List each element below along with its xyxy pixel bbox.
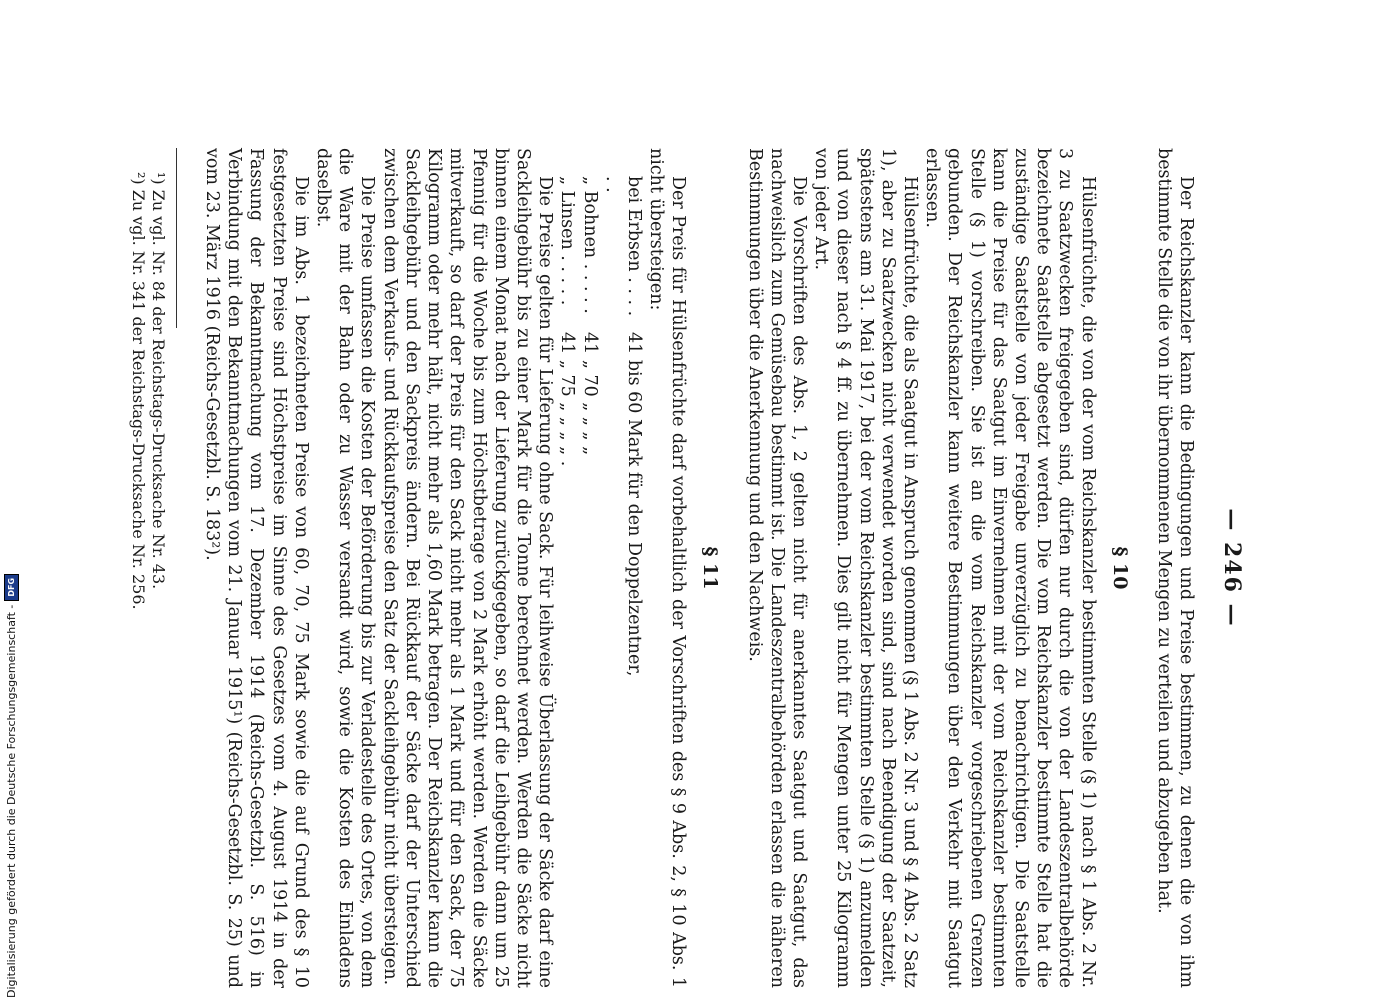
- section-11-paragraph-1: Der Preis für Hülsenfrüchte darf vorbehaltlich der Vorschriften des § 9 Abs. 2, § 10 Abs. 1 nicht übersteigen:: [646, 148, 689, 988]
- price-list-item: [578, 176, 600, 988]
- price-list-value: 41 „ 75 „ „ „ „ .: [557, 332, 578, 467]
- section-10-paragraph-3: Die Vorschriften des Abs. 1, 2 gelten nicht für anerkanntes Saatgut und Saatgut, das nachweislich zum Gemüsebau bestimmt ist. Die Landeszentralbehörden erlassen die näheren Bestimmungen über die Anerkennung und den Nachweis.: [744, 148, 809, 988]
- document-page: [128, 148, 1245, 988]
- page-number: — 246 —: [1219, 508, 1245, 628]
- section-10-paragraph-1: Hülsenfrüchte, die von der vom Reichskanzler bestimmten Stelle (§ 1) nach § 1 Abs. 2 Nr. 3 zu Saatzwecken freigegeben sind, dürfen nur durch die von der Landeszentralbehörde bezeichnete Saatstelle abgesetzt werden. Die vom Reichskanzler bestimmte Stelle hat die zuständige Saatstelle von jeder Freigabe unverzüglich zu benachrichtigen. Die Saatstelle kann die Preise für das Saatgut im Einvernehmen mit der vom Reichskanzler bestimmten Stelle (§ 1) vorschreiben. Sie ist an die vom Reichskanzler vorgeschriebenen Grenzen gebunden. Der Reichskanzler kann weitere Bestimmungen über den Verkehr mit Saatgut erlassen.: [922, 148, 1098, 988]
- section-11-paragraph-2: Die Preise gelten für Lieferung ohne Sack. Für leihweise Überlassung der Säcke darf eine Sackleihgebühr bis zu einer Mark für die Tonne berechnet werden. Werden die Säcke nicht binnen einem Monat nach der Lieferung zurückgegeben, so darf die Leihgebühr dann um 25 Pfennig für die Woche bis zum Höchstbetrage von 2 Mark erhöht werden. Werden die Säcke mitverkauft, so darf der Preis für den Sack nicht mehr als 1 Mark und für den Sack, der 75 Kilogramm oder mehr hält, nicht mehr als 1,60 Mark betragen. Der Reichskanzler kann die Sackleihgebühr und den Sackpreis ändern. Bei Rückkauf der Säcke darf der Unterschied zwischen dem Verkaufs- und Rückkaufspreise den Satz der Sackleihgebühr nicht übersteigen.: [379, 148, 556, 988]
- price-list-label: „ Linsen . . . . .: [557, 176, 578, 306]
- section-10-paragraph-2: Hülsenfrüchte, die als Saatgut in Anspruch genommen (§ 1 Abs. 2 Nr. 3 und § 4 Abs. 2 Satz 1), aber zu Saatzwecken nicht verwendet worden sind, sind nach Beendigung der Saatzeit, spätestens am 31. Mai 1917, bei der vom Reichskanzler bestimmten Stelle (§ 1) anzumelden und von dieser nach § 4 ff. zu übernehmen. Dies gilt nicht für Mengen unter 25 Kilogramm von jeder Art.: [811, 148, 920, 988]
- section-10-heading: § 10: [1108, 546, 1131, 590]
- price-list-item: [601, 176, 645, 988]
- dfg-logo-icon: DFG: [4, 574, 19, 601]
- footnote: ²) Zu vgl. Nr. 341 der Reichstags-Drucksache Nr. 256.: [128, 172, 148, 610]
- digitization-credit: [4, 577, 19, 998]
- price-list-item: [556, 176, 578, 988]
- price-list: [556, 176, 645, 988]
- section-11-paragraph-4: Die im Abs. 1 bezeichneten Preise von 60, 70, 75 Mark sowie die auf Grund des § 10 festgesetzten Preise sind Höchstpreise im Sinne des Gesetzes vom 4. August 1914 in der Fassung der Bekanntmachung vom 17. Dezember 1914 (Reichs-Gesetzbl. S. 516) in Verbindung mit den Bekanntmachungen vom 21. Januar 1915¹) (Reichs-Gesetzbl. S. 25) und vom 23. März 1916 (Reichs-Gesetzbl. S. 183²).: [202, 148, 311, 988]
- price-list-label: bei Erbsen . . . . . .: [601, 176, 644, 317]
- price-list-label: „ Bohnen . . . . .: [579, 176, 600, 314]
- price-list-value: 41 bis 60 Mark für den Doppelzentner,: [623, 332, 644, 677]
- footnote: ¹) Zu vgl. Nr. 84 der Reichstags-Drucksache Nr. 43.: [148, 172, 168, 590]
- intro-paragraph: Der Reichskanzler kann die Bedingungen und Preise bestimmen, zu denen die von ihm bestimmte Stelle die von ihr übernommenen Mengen zu verteilen und abzugeben hat.: [1153, 148, 1196, 988]
- section-11-paragraph-3: Die Preise umfassen die Kosten der Beförderung bis zur Verladestelle des Ortes, von dem die Ware mit der Bahn oder zu Wasser versandt wird, sowie die Kosten des Einladens daselbst.: [313, 148, 378, 988]
- section-11-heading: § 11: [699, 546, 722, 590]
- footnote-divider: [176, 148, 177, 328]
- price-list-value: 41 „ 70 „ „ „ „: [579, 332, 600, 456]
- digitization-credit-text: Digitalisierung gefördert durch die Deutsche Forschungsgemeinschaft -: [5, 604, 18, 998]
